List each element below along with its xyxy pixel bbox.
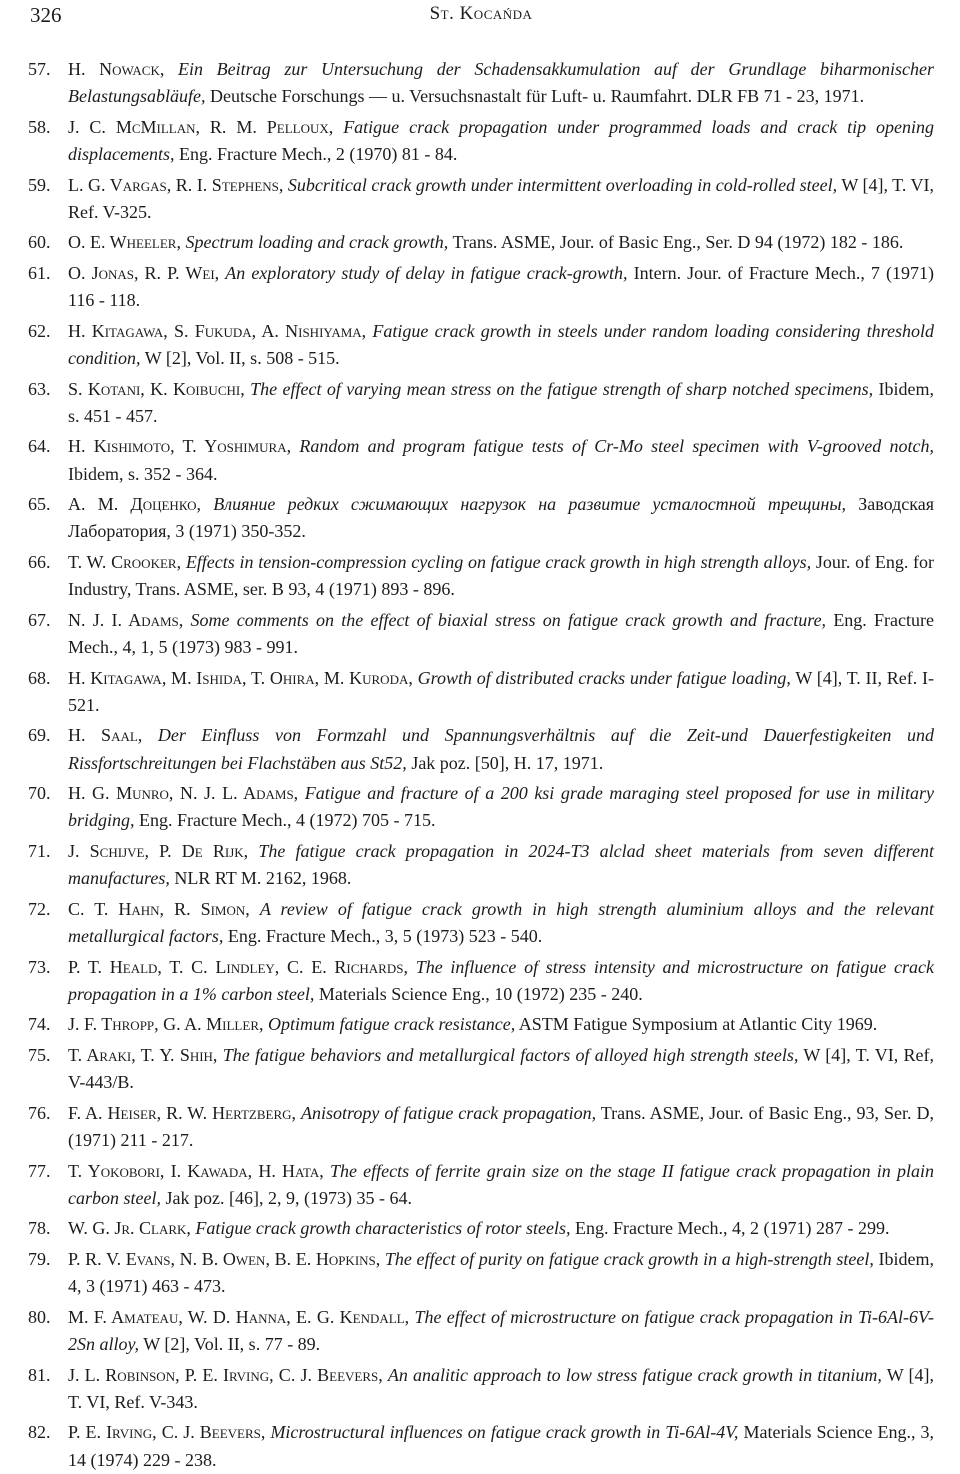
- reference-authors: W. G. Jr. Clark,: [68, 1218, 191, 1239]
- reference-title: Some comments on the effect of biaxial stress on fatigue crack growth and fracture,: [190, 609, 827, 630]
- reference-authors: L. G. Vargas, R. I. Stephens,: [68, 174, 284, 195]
- reference-source: W [4], T. II, Ref. I-521.: [68, 667, 935, 715]
- reference-item: [28, 318, 934, 372]
- reference-item: [28, 1215, 934, 1242]
- reference-item: [28, 549, 934, 603]
- reference-number: 61.: [28, 262, 51, 283]
- reference-item: [28, 1100, 934, 1154]
- reference-number: 71.: [28, 840, 51, 861]
- reference-list: [28, 56, 934, 1474]
- reference-title: The fatigue behaviors and metallurgical factors of alloyed high strength steels,: [222, 1044, 799, 1065]
- reference-source: W [2], Vol. II, s. 77 - 89.: [143, 1333, 321, 1354]
- reference-title: A review of fatigue crack growth in high strength aluminium alloys and the relevant metallurgical factors,: [68, 898, 935, 946]
- reference-authors: H. Kitagawa, M. Ishida, T. Ohira, M. Kuroda,: [68, 667, 413, 688]
- reference-authors: P. R. V. Evans, N. B. Owen, B. E. Hopkins,: [68, 1248, 381, 1269]
- reference-source: NLR RT M. 2162, 1968.: [174, 868, 352, 889]
- reference-title: The effect of purity on fatigue crack growth in a high-strength steel,: [384, 1248, 874, 1269]
- reference-title: The effect of microstructure on fatigue crack propagation in Ti-6Al-6V-2Sn alloy,: [68, 1306, 934, 1354]
- reference-source: Заводская Лаборатория, 3 (1971) 350-352.: [68, 494, 935, 542]
- reference-item: [28, 433, 934, 487]
- reference-item: [28, 1246, 934, 1300]
- reference-title: An analitic approach to low stress fatigue crack growth in titanium,: [387, 1364, 882, 1385]
- reference-title: Anisotropy of fatigue crack propagation,: [301, 1102, 597, 1123]
- reference-authors: F. A. Heiser, R. W. Hertzberg,: [68, 1102, 297, 1123]
- reference-item: [28, 1304, 934, 1358]
- reference-source: ASTM Fatigue Symposium at Atlantic City 1969.: [518, 1014, 878, 1035]
- reference-title: Der Einfluss von Formzahl und Spannungsverhältnis auf die Zeit-und Dauerfestigkeiten und Rissfortschreitungen bei Flachstäben aus St52,: [68, 725, 934, 773]
- reference-item: [28, 1158, 934, 1212]
- reference-source: Jak poz. [50], H. 17, 1971.: [411, 752, 604, 773]
- reference-authors: C. T. Hahn, R. Simon,: [68, 898, 250, 919]
- reference-authors: H. Nowack,: [68, 59, 165, 79]
- reference-source: Eng. Fracture Mech., 4, 2 (1971) 287 - 299.: [575, 1218, 890, 1239]
- reference-number: 78.: [28, 1218, 51, 1239]
- reference-item: [28, 722, 934, 776]
- reference-authors: M. F. Amateau, W. D. Hanna, E. G. Kendall,: [68, 1306, 410, 1327]
- reference-number: 66.: [28, 551, 51, 572]
- reference-item: [28, 780, 934, 834]
- reference-authors: J. L. Robinson, P. E. Irving, C. J. Beevers,: [68, 1364, 383, 1385]
- reference-number: 62.: [28, 320, 51, 341]
- reference-title: Fatigue crack growth in steels under random loading considering threshold condition,: [68, 320, 934, 368]
- reference-authors: P. T. Heald, T. C. Lindley, C. E. Richards,: [68, 956, 408, 977]
- reference-title: Spectrum loading and crack growth,: [185, 232, 449, 253]
- reference-number: 68.: [28, 667, 51, 688]
- reference-title: Effects in tension-compression cycling on fatigue crack growth in high strength alloys,: [185, 551, 812, 572]
- reference-source: Jour. of Eng. for Industry, Trans. ASME, ser. B 93, 4 (1971) 893 - 896.: [68, 551, 935, 600]
- reference-authors: H. Saal,: [68, 725, 143, 746]
- reference-source: W [4], T. VI, Ref, V-443/B.: [68, 1044, 934, 1093]
- reference-source: Ibidem, s. 352 - 364.: [68, 463, 218, 484]
- reference-item: [28, 954, 934, 1008]
- reference-source: Trans. ASME, Jour. of Basic Eng., Ser. D 94 (1972) 182 - 186.: [452, 232, 904, 253]
- reference-source: W [4], T. VI, Ref. V-325.: [68, 174, 935, 222]
- reference-title: The influence of stress intensity and microstructure on fatigue crack propagation in a 1% carbon steel,: [68, 956, 935, 1004]
- reference-title: An exploratory study of delay in fatigue crack-growth,: [225, 262, 628, 283]
- reference-number: 65.: [28, 494, 51, 515]
- reference-title: Microstructural influences on fatigue crack growth in Ti-6Al-4V,: [270, 1422, 739, 1443]
- reference-source: Eng. Fracture Mech., 4, 1, 5 (1973) 983 - 991.: [68, 609, 935, 657]
- reference-source: Trans. ASME, Jour. of Basic Eng., 93, Ser. D, (1971) 211 - 217.: [68, 1102, 934, 1150]
- reference-number: 79.: [28, 1248, 51, 1269]
- reference-authors: O. E. Wheeler,: [68, 232, 181, 253]
- reference-source: Eng. Fracture Mech., 3, 5 (1973) 523 - 540.: [227, 925, 543, 946]
- reference-source: Jak poz. [46], 2, 9, (1973) 35 - 64.: [165, 1187, 412, 1208]
- reference-title: Optimum fatigue crack resistance,: [267, 1014, 516, 1035]
- reference-authors: J. Schijve, P. De Rijk,: [68, 840, 249, 861]
- reference-authors: H. Kishimoto, T. Yoshimura,: [68, 436, 292, 457]
- reference-authors: T. Yokobori, I. Kawada, H. Hata,: [68, 1160, 324, 1181]
- reference-source: Materials Science Eng., 10 (1972) 235 - 240.: [318, 983, 643, 1004]
- reference-item: [28, 114, 934, 168]
- reference-title: Random and program fatigue tests of Cr-Mo steel specimen with V-grooved notch,: [299, 436, 934, 457]
- page-number: 326: [30, 3, 62, 27]
- reference-title: Growth of distributed cracks under fatigue loading,: [417, 667, 791, 688]
- reference-number: 72.: [28, 898, 51, 919]
- reference-source: W [4], T. VI, Ref. V-343.: [68, 1364, 935, 1412]
- reference-title: Влияние редких сжимающих нагрузок на развитие усталостной трещины,: [213, 494, 847, 515]
- reference-authors: O. Jonas, R. P. Wei,: [68, 262, 220, 283]
- reference-number: 64.: [28, 436, 51, 457]
- reference-number: 80.: [28, 1306, 51, 1327]
- reference-item: [28, 260, 934, 314]
- reference-source: Materials Science Eng., 3, 14 (1974) 229 - 238.: [68, 1422, 934, 1470]
- running-head: St. Kocańda: [429, 3, 533, 24]
- reference-title: The effect of varying mean stress on the fatigue strength of sharp notched specimens,: [250, 378, 874, 399]
- reference-authors: P. E. Irving, C. J. Beevers,: [68, 1422, 266, 1443]
- reference-number: 74.: [28, 1014, 51, 1035]
- reference-number: 69.: [28, 725, 51, 746]
- reference-number: 73.: [28, 956, 51, 977]
- reference-item: [28, 838, 934, 892]
- reference-authors: H. G. Munro, N. J. L. Adams,: [68, 783, 299, 804]
- reference-title: Subcritical crack growth under intermittent overloading in cold-rolled steel,: [287, 174, 838, 195]
- reference-number: 57.: [28, 59, 51, 79]
- reference-number: 76.: [28, 1102, 51, 1123]
- reference-source: Eng. Fracture Mech., 2 (1970) 81 - 84.: [178, 144, 458, 164]
- reference-item: [28, 1362, 934, 1416]
- reference-number: 67.: [28, 609, 51, 630]
- reference-authors: N. J. I. Adams,: [68, 609, 184, 630]
- reference-number: 77.: [28, 1160, 51, 1181]
- reference-number: 82.: [28, 1422, 51, 1443]
- reference-number: 63.: [28, 378, 51, 399]
- reference-number: 75.: [28, 1044, 51, 1065]
- reference-number: 81.: [28, 1364, 51, 1385]
- page-header: [28, 0, 934, 44]
- reference-title: Fatigue and fracture of a 200 ksi grade maraging steel proposed for use in military bridging,: [68, 783, 934, 831]
- reference-source: Eng. Fracture Mech., 4 (1972) 705 - 715.: [139, 810, 436, 831]
- reference-title: The fatigue crack propagation in 2024-T3 alclad sheet materials from seven different manufactures,: [68, 840, 935, 889]
- reference-authors: J. F. Thropp, G. A. Miller,: [68, 1014, 264, 1035]
- reference-item: [28, 56, 934, 110]
- reference-title: Ein Beitrag zur Untersuchung der Schadensakkumulation auf der Grundlage biharmonischer Belastungsabläufe,: [68, 59, 934, 107]
- reference-source: Deutsche Forschungs — u. Versuchsnastalt für Luft- u. Raumfahrt. DLR FB 71 - 23, 1971.: [210, 86, 865, 107]
- reference-title: The effects of ferrite grain size on the stage II fatigue crack propagation in plain carbon steel,: [68, 1160, 935, 1208]
- reference-title: Fatigue crack propagation under programmed loads and crack tip opening displacements,: [68, 116, 935, 164]
- reference-number: 60.: [28, 232, 51, 253]
- reference-item: [28, 491, 934, 545]
- reference-title: Fatigue crack growth characteristics of rotor steels,: [195, 1218, 571, 1239]
- reference-item: [28, 376, 934, 430]
- reference-item: [28, 665, 934, 719]
- reference-source: Ibidem, 4, 3 (1971) 463 - 473.: [68, 1248, 934, 1297]
- reference-item: [28, 607, 934, 661]
- reference-authors: A. M. Доценко,: [68, 494, 202, 515]
- reference-authors: T. W. Crooker,: [68, 551, 182, 572]
- reference-number: 58.: [28, 116, 51, 137]
- reference-item: [28, 229, 934, 256]
- reference-authors: H. Kitagawa, S. Fukuda, A. Nishiyama,: [68, 320, 367, 341]
- reference-authors: S. Kotani, K. Koibuchi,: [68, 378, 245, 399]
- reference-source: Intern. Jour. of Fracture Mech., 7 (1971) 116 - 118.: [68, 262, 935, 311]
- reference-item: [28, 172, 934, 226]
- reference-item: [28, 896, 934, 950]
- reference-item: [28, 1011, 934, 1038]
- reference-authors: T. Araki, T. Y. Shih,: [68, 1044, 218, 1065]
- reference-authors: J. C. McMillan, R. M. Pelloux,: [68, 116, 334, 137]
- reference-number: 59.: [28, 174, 51, 195]
- reference-source: Ibidem, s. 451 - 457.: [68, 378, 935, 426]
- reference-item: [28, 1419, 934, 1473]
- reference-source: W [2], Vol. II, s. 508 - 515.: [144, 347, 340, 368]
- reference-number: 70.: [28, 783, 51, 804]
- reference-item: [28, 1042, 934, 1096]
